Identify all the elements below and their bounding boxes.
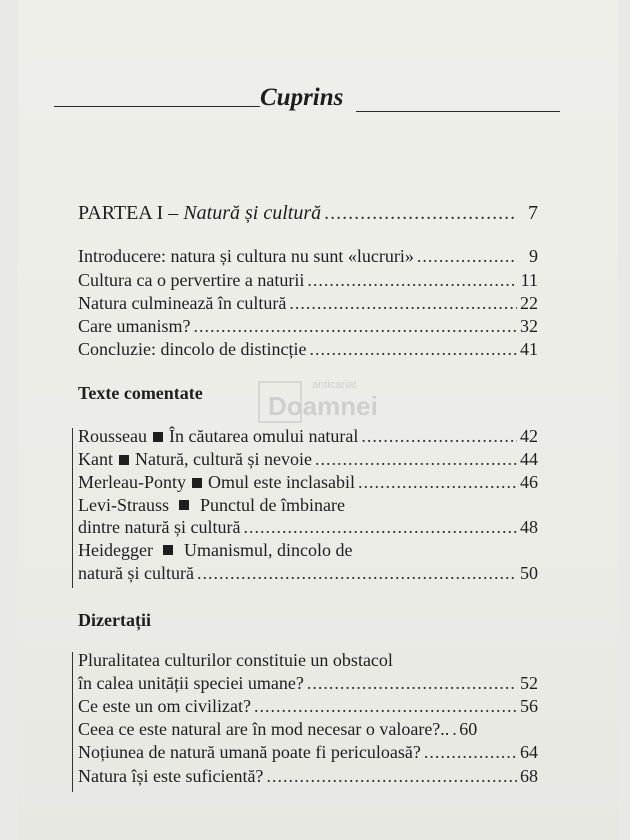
section-bar-texte [72, 428, 73, 588]
page-number: 52 [520, 673, 538, 693]
entry-title: Natura culminează în cultură [78, 293, 287, 313]
leader-dots [358, 472, 517, 493]
part-label: PARTEA I – [78, 202, 179, 224]
toc-dissertation-line1[interactable] [78, 650, 393, 671]
leader-dots [289, 293, 517, 314]
part-subtitle: Natură și cultură [183, 202, 322, 224]
leader-dots [315, 449, 517, 470]
title-rule-left [54, 106, 260, 107]
entry-title: Omul este inclasabil [207, 472, 355, 492]
page-number: 22 [520, 293, 538, 313]
toc-text-entry-line2[interactable] [78, 563, 538, 584]
leader-dots [361, 426, 517, 447]
toc-entry[interactable] [78, 270, 538, 291]
entry-title: În căutarea omului natural [169, 426, 359, 446]
toc-dissertation-entry[interactable] [78, 766, 538, 787]
entry-title: Pluralitatea culturilor constituie un obstacol [78, 650, 393, 670]
page-title: Cuprins [260, 84, 344, 111]
entry-title-cont: dintre natură și cultură [78, 517, 241, 537]
page-number: 9 [529, 246, 538, 266]
page-number: 46 [520, 472, 538, 492]
toc-part-entry[interactable] [78, 202, 538, 225]
toc-entry[interactable] [78, 339, 538, 360]
entry-title: Umanismul, dincolo de [183, 540, 353, 560]
toc-entry[interactable] [78, 293, 538, 314]
toc-entry[interactable] [78, 246, 538, 267]
page-number: 44 [520, 449, 538, 469]
leader-dots [307, 270, 517, 291]
bullet-square-icon [192, 478, 202, 488]
leader-dots [307, 673, 517, 694]
toc-text-entry-line1[interactable] [78, 540, 352, 561]
watermark-sub: anticariat [312, 379, 357, 391]
toc-entry[interactable] [78, 316, 538, 337]
page-number: 11 [520, 270, 538, 290]
entry-author: Rousseau [78, 426, 147, 446]
page-number: 64 [520, 742, 538, 762]
entry-author: Heidegger [78, 540, 153, 560]
leader-dots [417, 246, 517, 267]
title-rule-right [356, 111, 560, 112]
toc-text-entry-line1[interactable] [78, 495, 345, 516]
leader-dots [243, 517, 517, 538]
entry-title-cont: natură și cultură [78, 563, 194, 583]
section-bar-dizertatii [72, 652, 73, 792]
leader-dots [309, 339, 517, 360]
toc-text-entry[interactable] [78, 449, 538, 470]
page-number: 56 [520, 696, 538, 716]
watermark-brand: Doamnei [268, 391, 378, 421]
toc-text-entry[interactable] [78, 472, 538, 493]
leader-dots [197, 563, 517, 584]
bullet-square-icon [163, 545, 173, 555]
leader-dots [452, 719, 456, 740]
page-number: 42 [520, 426, 538, 446]
page-number: 60 [459, 719, 478, 739]
page-number: 68 [520, 766, 538, 786]
entry-title: Natură, cultură și nevoie [135, 449, 312, 469]
leader-dots [424, 742, 517, 763]
entry-title: Care umanism? [78, 316, 191, 336]
page-number: 50 [520, 563, 538, 583]
leader-dots [254, 696, 517, 717]
toc-dissertation-entry[interactable] [78, 673, 538, 694]
toc-dissertation-entry[interactable] [78, 719, 538, 740]
entry-title: Introducere: natura și cultura nu sunt «lucruri» [78, 246, 414, 266]
section-heading-dizertatii: Dizertații [78, 610, 151, 630]
section-heading-texte: Texte comentate [78, 383, 203, 403]
entry-title: Punctul de îmbinare [199, 495, 345, 515]
entry-title-cont: în calea unității speciei umane? [78, 673, 304, 693]
entry-author: Merleau-Ponty [78, 472, 186, 492]
page-number: 7 [528, 202, 538, 224]
page-number: 48 [520, 517, 538, 537]
leader-dots [193, 316, 517, 337]
entry-author: Levi-Strauss [78, 495, 169, 515]
bullet-square-icon [179, 500, 189, 510]
toc-text-entry-line2[interactable] [78, 517, 538, 538]
bullet-square-icon [119, 455, 129, 465]
toc-dissertation-entry[interactable] [78, 742, 538, 763]
toc-text-entry[interactable] [78, 426, 538, 447]
toc-dissertation-entry[interactable] [78, 696, 538, 717]
leader-dots [266, 766, 517, 787]
bullet-square-icon [153, 432, 163, 442]
entry-title: Natura își este suficientă? [78, 766, 264, 786]
leader-dots [324, 202, 517, 225]
entry-title: Noțiunea de natură umană poate fi periculoasă? [78, 742, 421, 762]
entry-title: Concluzie: dincolo de distincție [78, 339, 307, 359]
page-number: 32 [520, 316, 538, 336]
entry-title: Cultura ca o pervertire a naturii [78, 270, 305, 290]
page-number: 41 [520, 339, 538, 359]
entry-author: Kant [78, 449, 113, 469]
entry-title: Ceea ce este natural are în mod necesar o valoare?.. [78, 719, 450, 739]
entry-title: Ce este un om civilizat? [78, 696, 251, 716]
